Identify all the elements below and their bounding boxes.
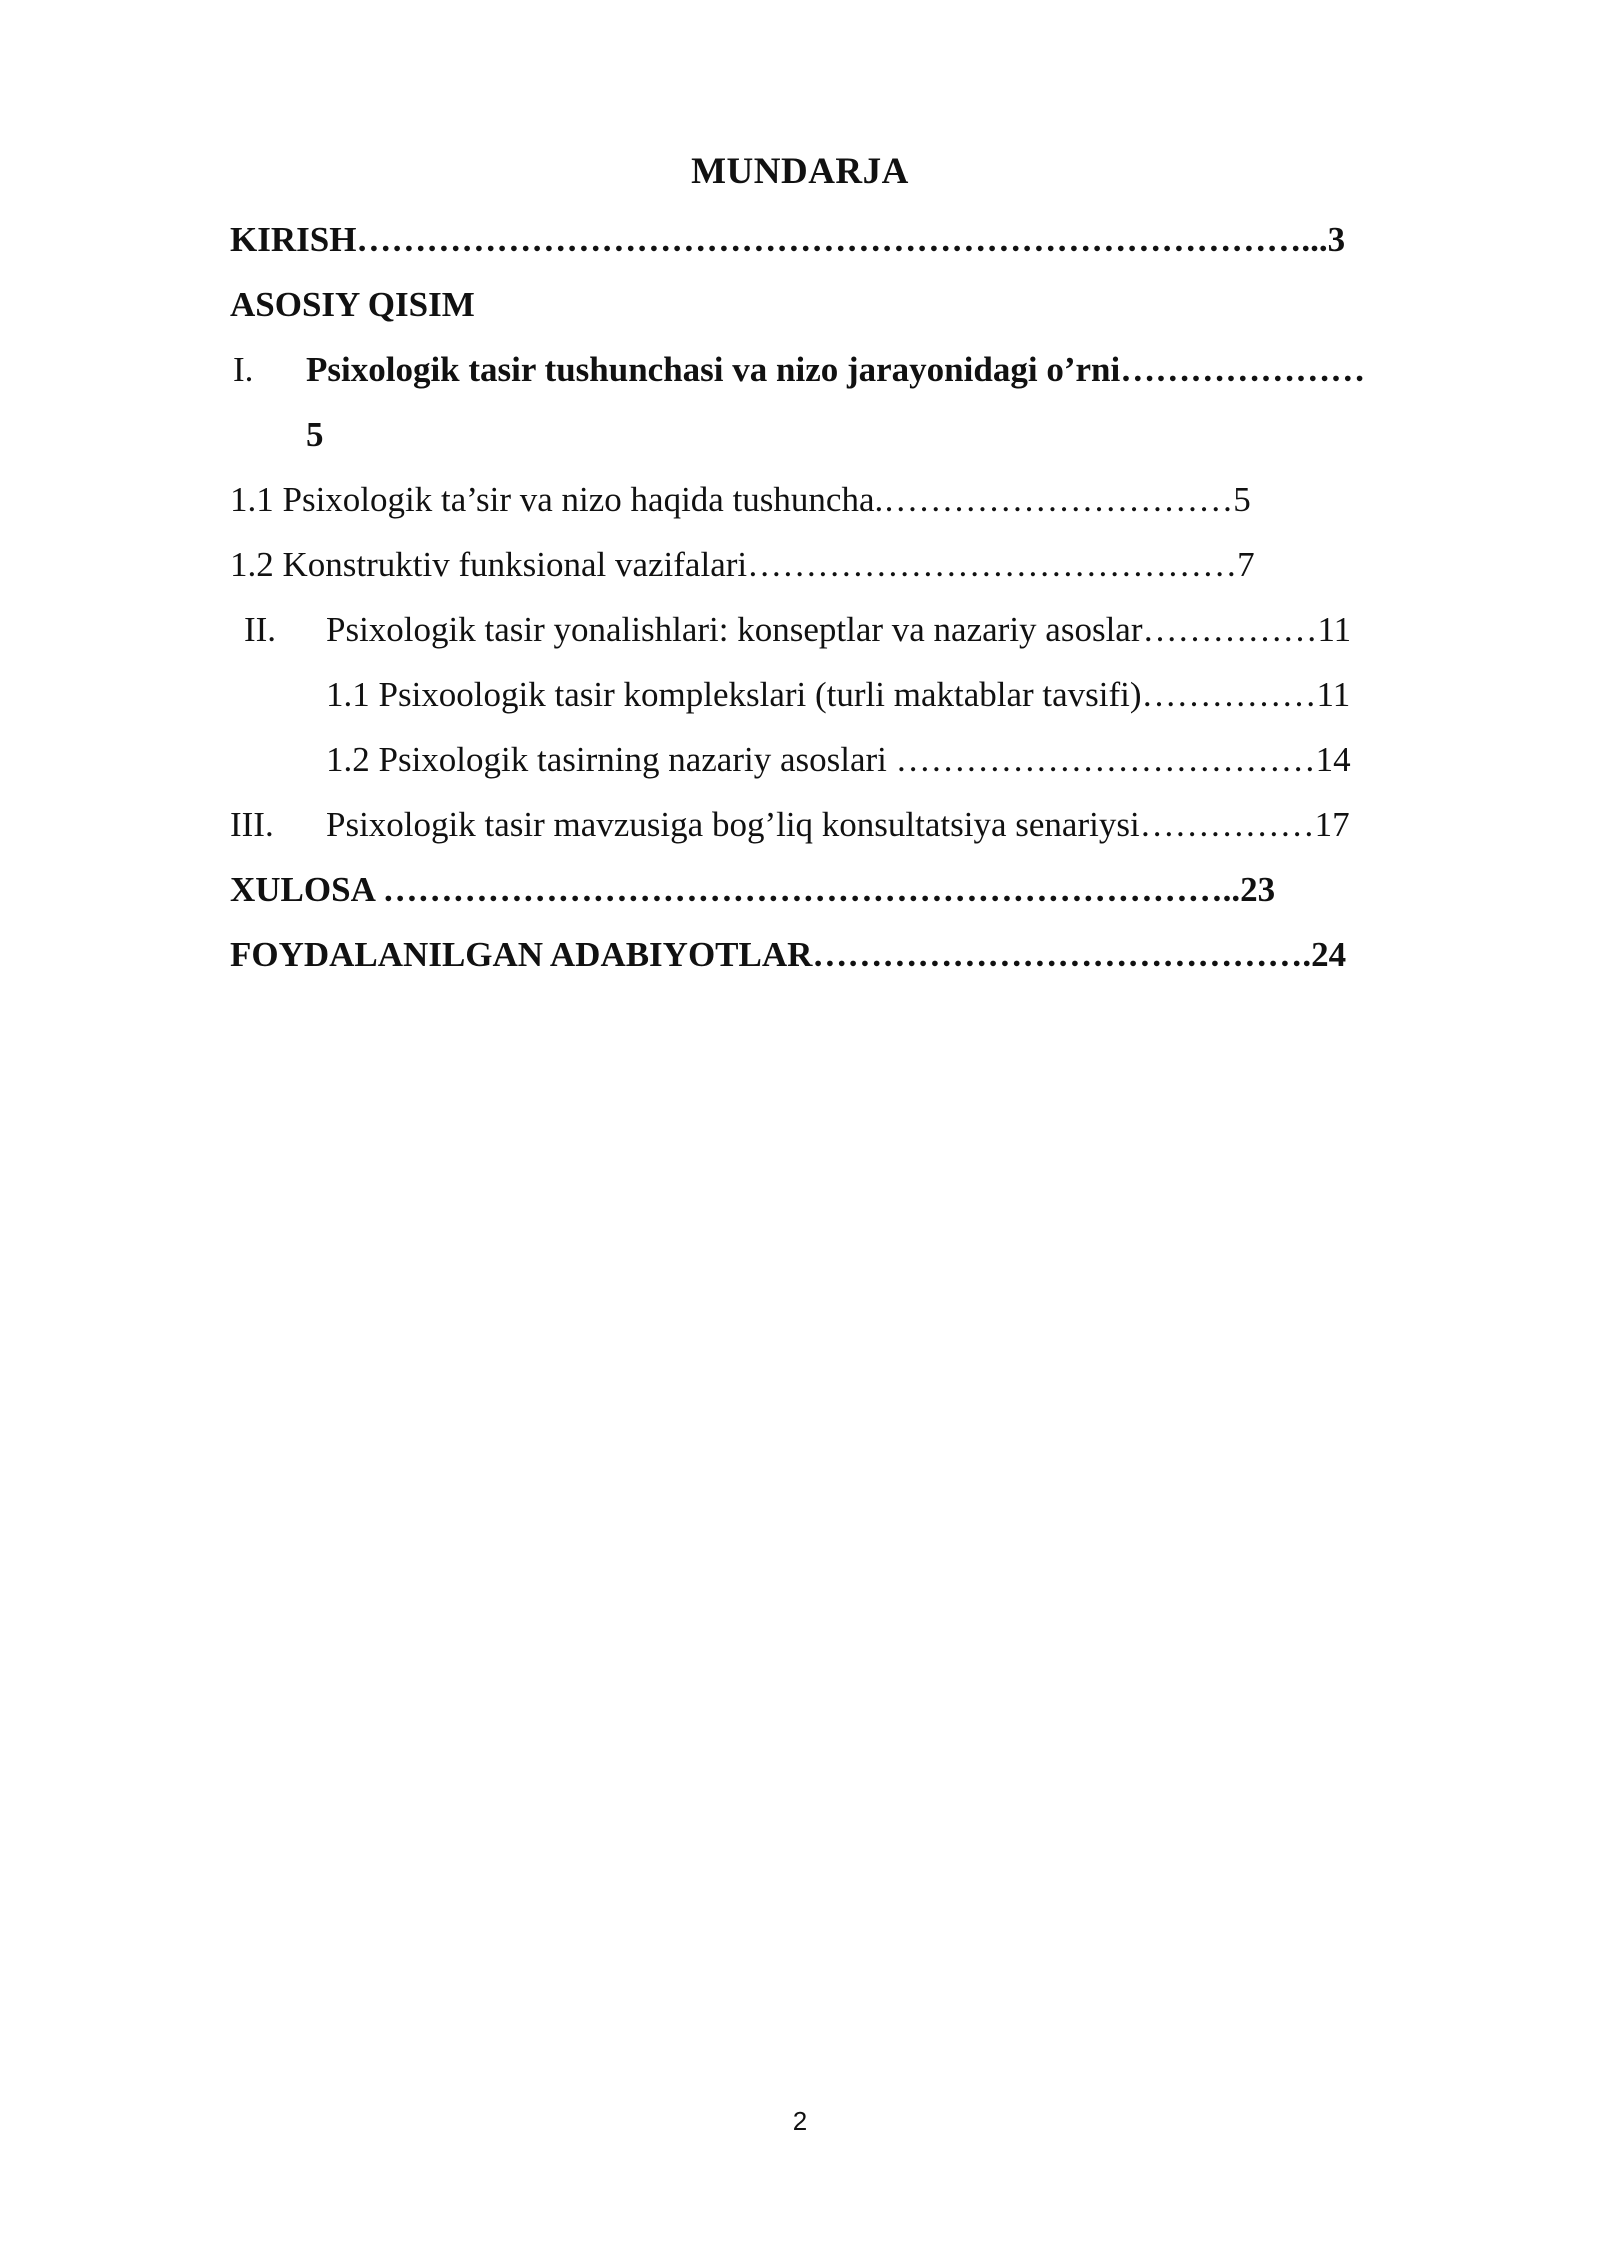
- toc-section-1-1: 1.1 Psixologik ta’sir va nizo haqida tushuncha.…………………………5: [230, 480, 1251, 519]
- toc-chapter-3-title: Psixologik tasir mavzusiga bog’liq konsultatsiya senariysi……………17: [326, 805, 1350, 844]
- toc-chapter-1-page: 5: [306, 415, 324, 454]
- toc-entry-adabiyotlar: FOYDALANILGAN ADABIYOTLAR…………………………………….24: [230, 935, 1347, 974]
- toc-section-1-2: 1.2 Konstruktiv funksional vazifalari……………………………………7: [230, 545, 1255, 584]
- toc-chapter-3-numeral: III.: [230, 805, 274, 844]
- toc-entry-asosiy-qisim: ASOSIY QISIM: [230, 285, 475, 324]
- toc-entry-xulosa: XULOSA ………………………………………………………………..23: [230, 870, 1276, 909]
- toc-chapter-2-numeral: II.: [244, 610, 277, 649]
- toc-section-2-1: 1.1 Psixoologik tasir komplekslari (turli maktablar tavsifi)……………11: [326, 675, 1351, 714]
- toc-entry-kirish: KIRISH………………………………………………………………………...3: [230, 220, 1346, 259]
- page-title: MUNDARJA: [691, 151, 909, 192]
- toc-chapter-1-numeral: I.: [233, 350, 254, 389]
- toc-chapter-2-title: Psixologik tasir yonalishlari: konseptlar va nazariy asoslar……………11: [326, 610, 1352, 649]
- page-number: 2: [792, 2106, 808, 2136]
- toc-section-2-2: 1.2 Psixologik tasirning nazariy asoslari ………………………………14: [326, 740, 1351, 779]
- toc-chapter-1-title: Psixologik tasir tushunchasi va nizo jarayonidagi o’rni…………………: [306, 350, 1366, 389]
